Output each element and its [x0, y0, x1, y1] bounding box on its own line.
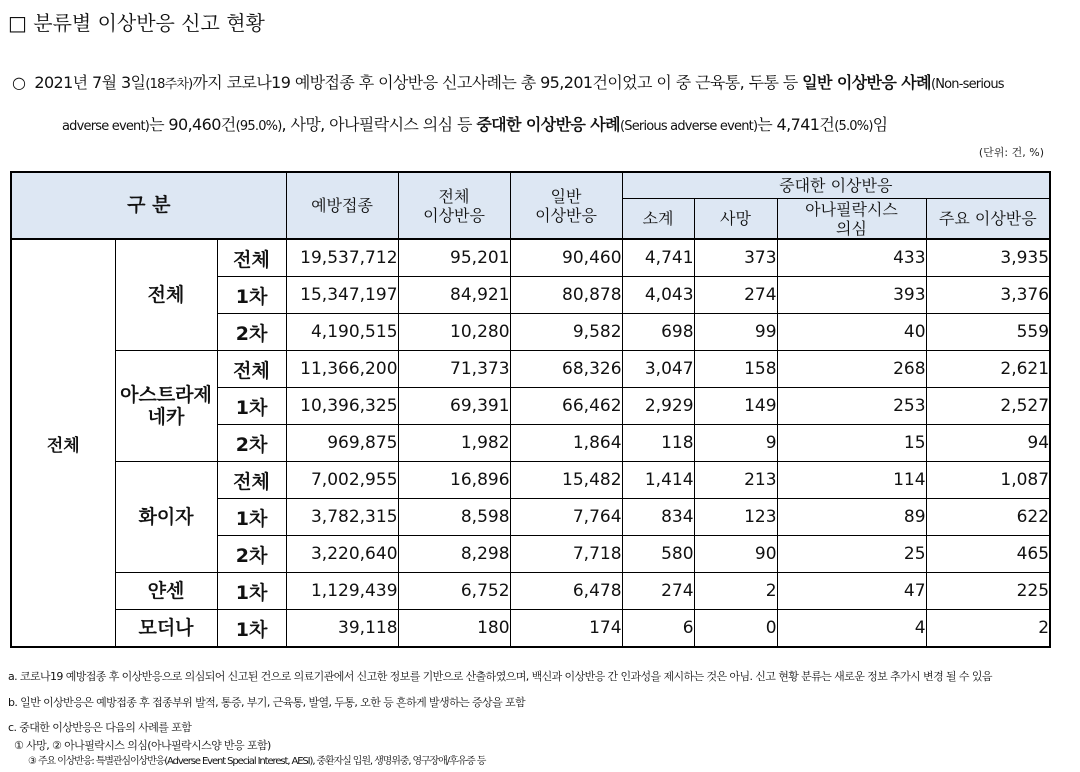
header-serious-ae: 중대한 이상반응 — [622, 172, 1050, 199]
dose-label: 2차 — [217, 425, 286, 462]
summary-week: (18주차) — [145, 77, 193, 92]
cell-major: 225 — [926, 573, 1050, 610]
header-total-ae-line2: 이상반응 — [423, 205, 485, 225]
header-subtotal: 소계 — [622, 199, 694, 240]
cell-anaphylaxis: 268 — [777, 351, 926, 388]
row-header-all: 전체 — [11, 239, 115, 647]
summary-text-1: 까지 코로나19 예방접종 후 이상반응 신고사례는 총 95,201건이었고 이 중 근육통, 두통 등 — [192, 73, 803, 92]
cell-death: 123 — [694, 499, 777, 536]
cell-total: 8,298 — [398, 536, 510, 573]
cell-general: 90,460 — [510, 239, 622, 277]
cell-major: 2,621 — [926, 351, 1050, 388]
table-row — [11, 462, 1050, 499]
cell-anaphylaxis: 25 — [777, 536, 926, 573]
summary-nonserious: (Non-serious — [930, 77, 1004, 92]
cell-death: 274 — [694, 277, 777, 314]
header-general-ae — [510, 172, 622, 239]
cell-vaccinated: 11,366,200 — [286, 351, 398, 388]
header-vaccinated: 예방접종 — [286, 172, 398, 239]
summary-general-count: 는 90,460건 — [149, 115, 236, 134]
cell-total: 71,373 — [398, 351, 510, 388]
cell-subtotal: 118 — [622, 425, 694, 462]
cell-anaphylaxis: 433 — [777, 239, 926, 277]
vaccine-group-label: 아스트라제네카 — [115, 351, 217, 462]
cell-major: 465 — [926, 536, 1050, 573]
cell-vaccinated: 1,129,439 — [286, 573, 398, 610]
adverse-event-table — [10, 171, 1051, 648]
header-general-ae-line1: 일반 — [550, 186, 582, 206]
cell-general: 6,478 — [510, 573, 622, 610]
dose-label: 전체 — [217, 239, 286, 277]
table-row — [11, 239, 1050, 277]
cell-total: 84,921 — [398, 277, 510, 314]
summary-serious-pct: (5.0%) — [834, 119, 873, 134]
cell-major: 622 — [926, 499, 1050, 536]
summary-date: 2021년 7월 3일 — [34, 73, 146, 92]
cell-death: 2 — [694, 573, 777, 610]
cell-major: 559 — [926, 314, 1050, 351]
cell-general: 66,462 — [510, 388, 622, 425]
cell-subtotal: 274 — [622, 573, 694, 610]
dose-label: 1차 — [217, 573, 286, 610]
cell-vaccinated: 15,347,197 — [286, 277, 398, 314]
header-general-ae-line2: 이상반응 — [535, 205, 597, 225]
cell-anaphylaxis: 40 — [777, 314, 926, 351]
footnote-c: c. 중대한 이상반응은 다음의 사례를 포함 — [8, 721, 192, 734]
cell-general: 9,582 — [510, 314, 622, 351]
cell-major: 2 — [926, 610, 1050, 648]
cell-general: 174 — [510, 610, 622, 648]
summary-end: 임 — [872, 115, 888, 134]
cell-subtotal: 580 — [622, 536, 694, 573]
cell-total: 16,896 — [398, 462, 510, 499]
unit-note: (단위: 건, %) — [978, 146, 1044, 159]
cell-major: 2,527 — [926, 388, 1050, 425]
header-total-ae-line1: 전체 — [438, 186, 470, 206]
cell-anaphylaxis: 4 — [777, 610, 926, 648]
cell-death: 99 — [694, 314, 777, 351]
cell-death: 0 — [694, 610, 777, 648]
cell-death: 213 — [694, 462, 777, 499]
cell-major: 94 — [926, 425, 1050, 462]
cell-general: 7,764 — [510, 499, 622, 536]
cell-vaccinated: 3,782,315 — [286, 499, 398, 536]
cell-vaccinated: 39,118 — [286, 610, 398, 648]
dose-label: 1차 — [217, 610, 286, 648]
vaccine-group-label: 얀센 — [115, 573, 217, 610]
cell-vaccinated: 4,190,515 — [286, 314, 398, 351]
cell-subtotal: 3,047 — [622, 351, 694, 388]
footnote-b: b. 일반 이상반응은 예방접종 후 접종부위 발적, 통증, 부기, 근육통, 발열, 두통, 오한 등 흔하게 발생하는 증상을 포함 — [8, 696, 526, 709]
cell-anaphylaxis: 393 — [777, 277, 926, 314]
cell-subtotal: 698 — [622, 314, 694, 351]
cell-total: 95,201 — [398, 239, 510, 277]
cell-total: 8,598 — [398, 499, 510, 536]
dose-label: 전체 — [217, 462, 286, 499]
summary-text-2: , 사망, 아나필락시스 의심 등 — [281, 115, 477, 134]
cell-total: 6,752 — [398, 573, 510, 610]
cell-major: 1,087 — [926, 462, 1050, 499]
vaccine-group-label: 모더나 — [115, 610, 217, 648]
cell-subtotal: 4,741 — [622, 239, 694, 277]
cell-total: 10,280 — [398, 314, 510, 351]
cell-general: 80,878 — [510, 277, 622, 314]
cell-total: 69,391 — [398, 388, 510, 425]
cell-death: 373 — [694, 239, 777, 277]
footnote-a: a. 코로나19 예방접종 후 이상반응으로 의심되어 신고된 건으로 의료기관에서 신고한 정보를 기반으로 산출하였으며, 백신과 이상반응 간 인과성을 제시하는 것은 아님. 신고 현황 분류는 새로운 정보 추가시 변경 될 수 있음 — [8, 670, 992, 683]
vaccine-group-label: 화이자 — [115, 462, 217, 573]
footnote-c1: ① 사망, ② 아나필락시스 의심(아나필락시스양 반응 포함) — [14, 739, 271, 752]
summary-adverse-event: adverse event) — [62, 119, 150, 134]
table-body — [11, 239, 1050, 647]
dose-label: 2차 — [217, 314, 286, 351]
cell-vaccinated: 969,875 — [286, 425, 398, 462]
footnote-c3: ③ 주요 이상반응: 특별관심이상반응(Adverse Event Special Interest, AESI), 중환자실 입원, 생명위중, 영구장애/후유증 등 — [28, 756, 486, 767]
page-title: □ 분류별 이상반응 신고 현황 — [8, 11, 265, 35]
cell-major: 3,935 — [926, 239, 1050, 277]
header-category: 구 분 — [11, 172, 286, 239]
cell-anaphylaxis: 253 — [777, 388, 926, 425]
cell-death: 158 — [694, 351, 777, 388]
cell-death: 149 — [694, 388, 777, 425]
cell-anaphylaxis: 15 — [777, 425, 926, 462]
cell-vaccinated: 10,396,325 — [286, 388, 398, 425]
cell-subtotal: 4,043 — [622, 277, 694, 314]
summary-bold-serious: 중대한 이상반응 사례 — [476, 115, 620, 134]
summary-bold-general: 일반 이상반응 사례 — [802, 73, 931, 92]
cell-general: 15,482 — [510, 462, 622, 499]
cell-major: 3,376 — [926, 277, 1050, 314]
cell-total: 180 — [398, 610, 510, 648]
summary-general-pct: (95.0%) — [235, 119, 282, 134]
cell-general: 7,718 — [510, 536, 622, 573]
header-major-ae: 주요 이상반응 — [926, 199, 1050, 240]
cell-subtotal: 834 — [622, 499, 694, 536]
cell-subtotal: 1,414 — [622, 462, 694, 499]
header-death: 사망 — [694, 199, 777, 240]
dose-label: 1차 — [217, 499, 286, 536]
cell-anaphylaxis: 47 — [777, 573, 926, 610]
cell-vaccinated: 19,537,712 — [286, 239, 398, 277]
table-row — [11, 351, 1050, 388]
summary-serious-count: 는 4,741건 — [757, 115, 835, 134]
table-row — [11, 573, 1050, 610]
vaccine-group-label: 전체 — [115, 239, 217, 351]
summary-line-1 — [12, 72, 1062, 96]
summary-bullet: ○ — [12, 73, 26, 92]
cell-vaccinated: 3,220,640 — [286, 536, 398, 573]
table-row — [11, 610, 1050, 648]
cell-total: 1,982 — [398, 425, 510, 462]
cell-vaccinated: 7,002,955 — [286, 462, 398, 499]
dose-label: 1차 — [217, 388, 286, 425]
cell-anaphylaxis: 89 — [777, 499, 926, 536]
header-anaphylaxis-line2: 의심 — [836, 218, 867, 238]
cell-general: 1,864 — [510, 425, 622, 462]
header-anaphylaxis — [777, 199, 926, 240]
summary-serious-en: (Serious adverse event) — [619, 119, 758, 134]
table-header — [11, 172, 1050, 239]
cell-subtotal: 6 — [622, 610, 694, 648]
summary-line-2 — [62, 114, 1062, 138]
cell-subtotal: 2,929 — [622, 388, 694, 425]
header-total-ae — [398, 172, 510, 239]
cell-general: 68,326 — [510, 351, 622, 388]
dose-label: 1차 — [217, 277, 286, 314]
cell-anaphylaxis: 114 — [777, 462, 926, 499]
header-anaphylaxis-line1: 아나필락시스 — [805, 199, 898, 219]
dose-label: 전체 — [217, 351, 286, 388]
dose-label: 2차 — [217, 536, 286, 573]
cell-death: 9 — [694, 425, 777, 462]
cell-death: 90 — [694, 536, 777, 573]
